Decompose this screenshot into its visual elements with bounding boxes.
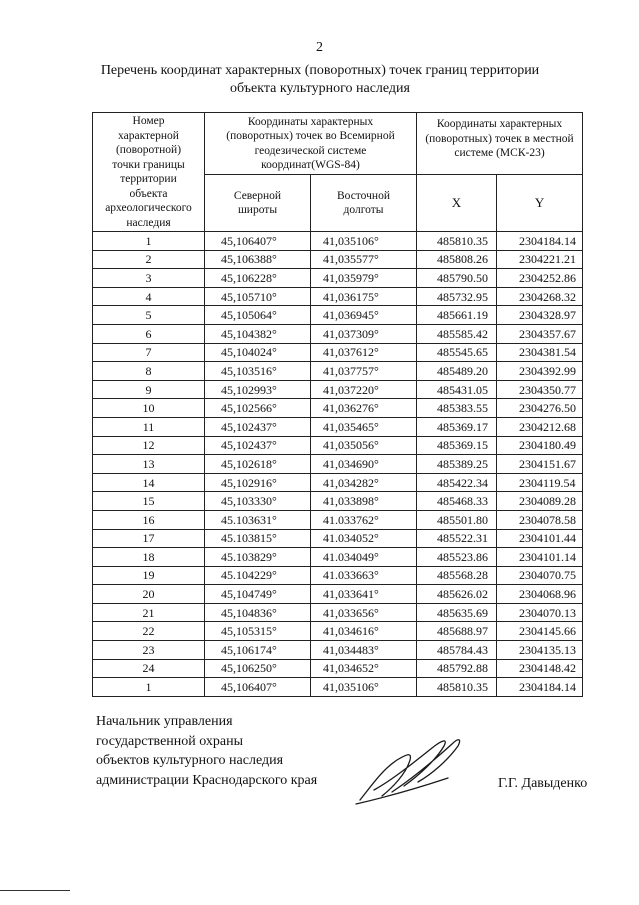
signatory-position-line: государственной охраны <box>96 733 244 749</box>
table-row <box>93 473 583 492</box>
table-row <box>93 492 583 511</box>
y-coordinate-cell: 2304135.13 <box>497 641 583 660</box>
latitude-cell: 45,102993° <box>205 380 311 399</box>
y-coordinate-cell: 2304276.50 <box>497 399 583 418</box>
y-coordinate-cell: 2304212.68 <box>497 417 583 436</box>
x-coordinate-cell: 485661.19 <box>417 306 497 325</box>
latitude-cell: 45,103516° <box>205 362 311 381</box>
y-coordinate-cell: 2304184.14 <box>497 232 583 251</box>
latitude-cell: 45.103815° <box>205 529 311 548</box>
point-number-cell: 11 <box>93 417 205 436</box>
header-point-number: Номер характерной (поворотной) точки границы территории объекта археологического наследия <box>93 113 205 232</box>
table-row <box>93 399 583 418</box>
longitude-cell: 41,035465° <box>311 417 417 436</box>
x-coordinate-cell: 485810.35 <box>417 232 497 251</box>
point-number-cell: 15 <box>93 492 205 511</box>
handwritten-signature <box>352 730 472 810</box>
latitude-cell: 45,102618° <box>205 455 311 474</box>
longitude-cell: 41,034282° <box>311 473 417 492</box>
latitude-cell: 45,103330° <box>205 492 311 511</box>
longitude-cell: 41,037309° <box>311 324 417 343</box>
table-row <box>93 324 583 343</box>
point-number-cell: 1 <box>93 678 205 697</box>
y-coordinate-cell: 2304328.97 <box>497 306 583 325</box>
latitude-cell: 45.104229° <box>205 566 311 585</box>
table-row <box>93 343 583 362</box>
x-coordinate-cell: 485501.80 <box>417 510 497 529</box>
x-coordinate-cell: 485383.55 <box>417 399 497 418</box>
x-coordinate-cell: 485568.28 <box>417 566 497 585</box>
point-number-cell: 19 <box>93 566 205 585</box>
x-coordinate-cell: 485489.20 <box>417 362 497 381</box>
x-coordinate-cell: 485545.65 <box>417 343 497 362</box>
longitude-cell: 41,033898° <box>311 492 417 511</box>
longitude-cell: 41,035106° <box>311 678 417 697</box>
title-line: Перечень координат характерных (поворотных) точек границ территории <box>100 63 540 78</box>
table-row <box>93 548 583 567</box>
y-coordinate-cell: 2304357.67 <box>497 324 583 343</box>
longitude-cell: 41,033641° <box>311 585 417 604</box>
longitude-cell: 41.033663° <box>311 566 417 585</box>
y-coordinate-cell: 2304252.86 <box>497 269 583 288</box>
y-coordinate-cell: 2304101.44 <box>497 529 583 548</box>
point-number-cell: 16 <box>93 510 205 529</box>
longitude-cell: 41,035979° <box>311 269 417 288</box>
signer-name: Г.Г. Давыденко <box>498 776 588 791</box>
point-number-cell: 17 <box>93 529 205 548</box>
table-row <box>93 250 583 269</box>
signatory-position-line: объектов культурного наследия <box>96 753 284 768</box>
longitude-cell: 41,033656° <box>311 603 417 622</box>
latitude-cell: 45,102437° <box>205 417 311 436</box>
point-number-cell: 5 <box>93 306 205 325</box>
longitude-cell: 41,036175° <box>311 287 417 306</box>
x-coordinate-cell: 485810.35 <box>417 678 497 697</box>
point-number-cell: 18 <box>93 548 205 567</box>
header-latitude: Северной широты <box>205 175 311 232</box>
title-line: объекта культурного наследия <box>230 81 410 96</box>
signatory-position-line: Начальник управления <box>96 714 233 729</box>
y-coordinate-cell: 2304184.14 <box>497 678 583 697</box>
y-coordinate-cell: 2304350.77 <box>497 380 583 399</box>
table-row <box>93 232 583 251</box>
y-coordinate-cell: 2304078.58 <box>497 510 583 529</box>
longitude-cell: 41,034616° <box>311 622 417 641</box>
point-number-cell: 4 <box>93 287 205 306</box>
x-coordinate-cell: 485369.15 <box>417 436 497 455</box>
table-row <box>93 417 583 436</box>
y-coordinate-cell: 2304089.28 <box>497 492 583 511</box>
y-coordinate-cell: 2304119.54 <box>497 473 583 492</box>
longitude-cell: 41,034690° <box>311 455 417 474</box>
longitude-cell: 41.034052° <box>311 529 417 548</box>
table-row <box>93 380 583 399</box>
longitude-cell: 41,036276° <box>311 399 417 418</box>
table-row <box>93 529 583 548</box>
header-longitude: Восточной долготы <box>311 175 417 232</box>
table-row <box>93 306 583 325</box>
x-coordinate-cell: 485585.42 <box>417 324 497 343</box>
header-y: Y <box>497 175 583 232</box>
latitude-cell: 45,106388° <box>205 250 311 269</box>
table-row <box>93 436 583 455</box>
latitude-cell: 45,106228° <box>205 269 311 288</box>
signatory-position-line: администрации Краснодарского края <box>96 772 318 788</box>
y-coordinate-cell: 2304268.32 <box>497 287 583 306</box>
x-coordinate-cell: 485522.31 <box>417 529 497 548</box>
point-number-cell: 21 <box>93 603 205 622</box>
header-x: X <box>417 175 497 232</box>
x-coordinate-cell: 485784.43 <box>417 641 497 660</box>
table-row <box>93 678 583 697</box>
longitude-cell: 41,034652° <box>311 659 417 678</box>
longitude-cell: 41.034049° <box>311 548 417 567</box>
y-coordinate-cell: 2304180.49 <box>497 436 583 455</box>
point-number-cell: 14 <box>93 473 205 492</box>
latitude-cell: 45.103829° <box>205 548 311 567</box>
point-number-cell: 8 <box>93 362 205 381</box>
coordinates-table <box>92 112 583 697</box>
x-coordinate-cell: 485732.95 <box>417 287 497 306</box>
y-coordinate-cell: 2304151.67 <box>497 455 583 474</box>
latitude-cell: 45,104836° <box>205 603 311 622</box>
latitude-cell: 45.103631° <box>205 510 311 529</box>
point-number-cell: 3 <box>93 269 205 288</box>
document-title <box>60 62 580 98</box>
table-row <box>93 287 583 306</box>
table-row <box>93 269 583 288</box>
table-row <box>93 603 583 622</box>
y-coordinate-cell: 2304392.99 <box>497 362 583 381</box>
signatory-block <box>96 712 317 790</box>
x-coordinate-cell: 485626.02 <box>417 585 497 604</box>
y-coordinate-cell: 2304148.42 <box>497 659 583 678</box>
latitude-cell: 45,102566° <box>205 399 311 418</box>
latitude-cell: 45,106407° <box>205 232 311 251</box>
point-number-cell: 7 <box>93 343 205 362</box>
x-coordinate-cell: 485808.26 <box>417 250 497 269</box>
y-coordinate-cell: 2304101.14 <box>497 548 583 567</box>
page-bottom-rule <box>0 890 70 891</box>
y-coordinate-cell: 2304145.66 <box>497 622 583 641</box>
longitude-cell: 41,035056° <box>311 436 417 455</box>
x-coordinate-cell: 485369.17 <box>417 417 497 436</box>
point-number-cell: 1 <box>93 232 205 251</box>
longitude-cell: 41,035106° <box>311 232 417 251</box>
y-coordinate-cell: 2304070.75 <box>497 566 583 585</box>
latitude-cell: 45,104749° <box>205 585 311 604</box>
table-row <box>93 510 583 529</box>
table-row <box>93 585 583 604</box>
table-row <box>93 659 583 678</box>
x-coordinate-cell: 485431.05 <box>417 380 497 399</box>
longitude-cell: 41,037220° <box>311 380 417 399</box>
point-number-cell: 12 <box>93 436 205 455</box>
x-coordinate-cell: 485523.86 <box>417 548 497 567</box>
latitude-cell: 45,102916° <box>205 473 311 492</box>
latitude-cell: 45,105064° <box>205 306 311 325</box>
table-row <box>93 641 583 660</box>
y-coordinate-cell: 2304381.54 <box>497 343 583 362</box>
x-coordinate-cell: 485635.69 <box>417 603 497 622</box>
x-coordinate-cell: 485688.97 <box>417 622 497 641</box>
point-number-cell: 2 <box>93 250 205 269</box>
longitude-cell: 41,037612° <box>311 343 417 362</box>
header-msk23: Координаты характерных (поворотных) точек в местной системе (МСК-23) <box>417 113 583 175</box>
latitude-cell: 45,105315° <box>205 622 311 641</box>
latitude-cell: 45,106407° <box>205 678 311 697</box>
point-number-cell: 10 <box>93 399 205 418</box>
header-wgs84: Координаты характерных (поворотных) точек во Всемирной геодезической системе координат(WGS-84) <box>205 113 417 175</box>
x-coordinate-cell: 485792.88 <box>417 659 497 678</box>
longitude-cell: 41,034483° <box>311 641 417 660</box>
point-number-cell: 23 <box>93 641 205 660</box>
x-coordinate-cell: 485389.25 <box>417 455 497 474</box>
x-coordinate-cell: 485468.33 <box>417 492 497 511</box>
table-row <box>93 566 583 585</box>
y-coordinate-cell: 2304068.96 <box>497 585 583 604</box>
latitude-cell: 45,104382° <box>205 324 311 343</box>
longitude-cell: 41,037757° <box>311 362 417 381</box>
table-row <box>93 362 583 381</box>
x-coordinate-cell: 485790.50 <box>417 269 497 288</box>
point-number-cell: 9 <box>93 380 205 399</box>
point-number-cell: 20 <box>93 585 205 604</box>
point-number-cell: 6 <box>93 324 205 343</box>
latitude-cell: 45,106250° <box>205 659 311 678</box>
longitude-cell: 41,036945° <box>311 306 417 325</box>
table-row <box>93 622 583 641</box>
point-number-cell: 24 <box>93 659 205 678</box>
longitude-cell: 41.033762° <box>311 510 417 529</box>
table-row <box>93 455 583 474</box>
point-number-cell: 22 <box>93 622 205 641</box>
page-number: 2 <box>316 40 323 55</box>
latitude-cell: 45,105710° <box>205 287 311 306</box>
longitude-cell: 41,035577° <box>311 250 417 269</box>
latitude-cell: 45,106174° <box>205 641 311 660</box>
x-coordinate-cell: 485422.34 <box>417 473 497 492</box>
latitude-cell: 45,104024° <box>205 343 311 362</box>
latitude-cell: 45,102437° <box>205 436 311 455</box>
y-coordinate-cell: 2304221.21 <box>497 250 583 269</box>
y-coordinate-cell: 2304070.13 <box>497 603 583 622</box>
point-number-cell: 13 <box>93 455 205 474</box>
